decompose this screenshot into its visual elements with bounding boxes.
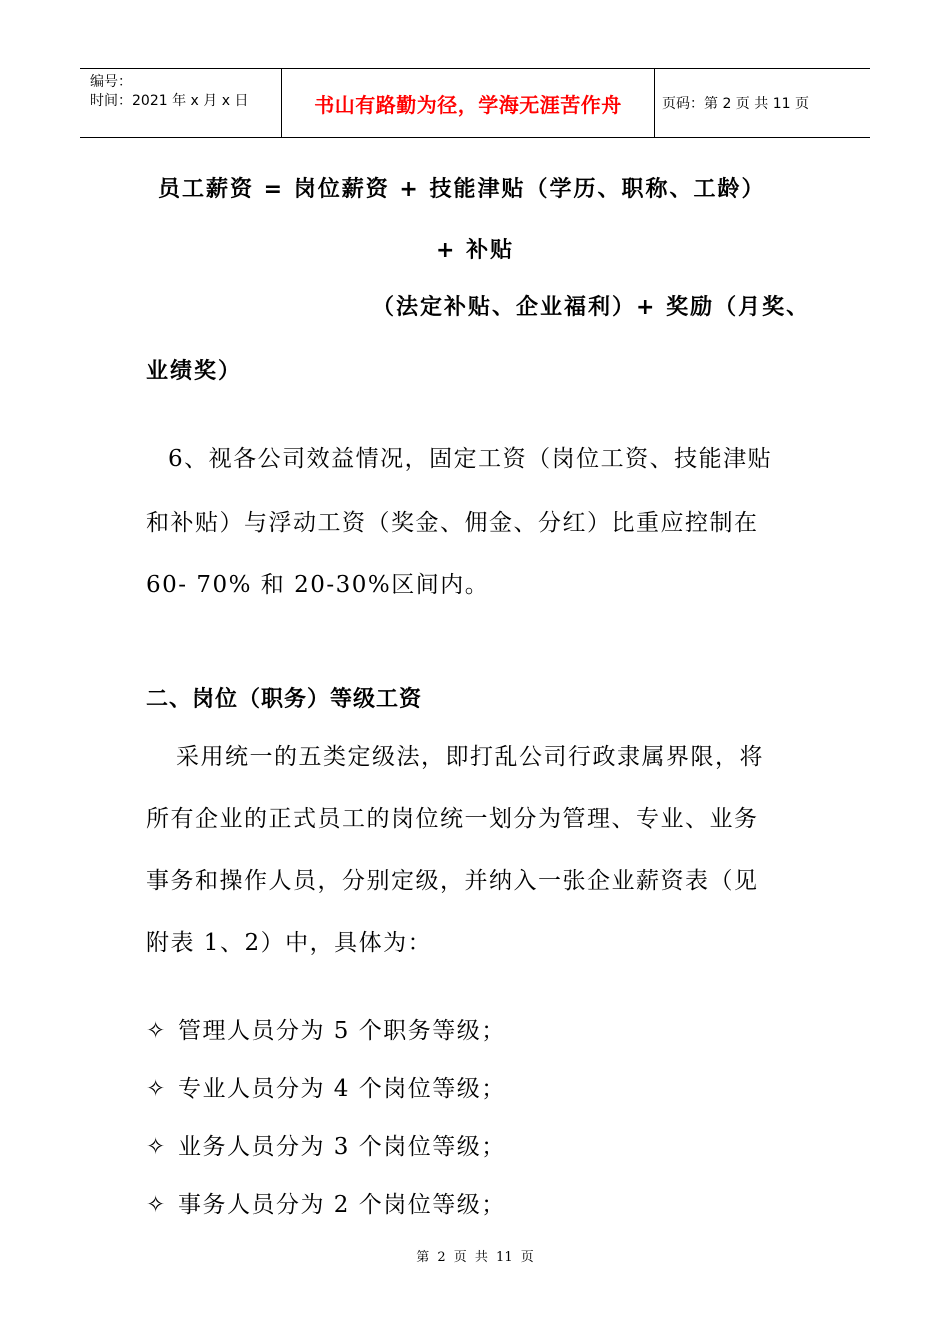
formula-line-2: + 补贴: [436, 238, 515, 263]
page-header: [80, 68, 870, 138]
section-2-heading: 二、岗位（职务）等级工资: [146, 687, 423, 712]
header-page-info: 页码：第 2 页 共 11 页: [662, 96, 809, 112]
formula-line-1: 员工薪资 = 岗位薪资 + 技能津贴（学历、职称、工龄）: [158, 177, 766, 202]
number-label: 编号：: [90, 74, 132, 90]
list-item: [146, 1186, 506, 1219]
list-item-text: 专业人员分为 4 个岗位等级；: [178, 1076, 506, 1102]
section-2-line-2: 所有企业的正式员工的岗位统一划分为管理、专业、业务: [146, 806, 759, 832]
list-item-text: 事务人员分为 2 个岗位等级；: [178, 1192, 506, 1218]
section-2-line-4: 附表 1、2）中，具体为：: [146, 930, 433, 956]
formula-line-3: （法定补贴、企业福利）+ 奖励（月奖、: [372, 295, 811, 320]
page-footer: 第 2 页 共 11 页: [416, 1250, 534, 1265]
formula-line-4: 业绩奖）: [146, 359, 243, 384]
list-item: [146, 1128, 506, 1161]
time-label: 时间：2021 年 x 月 x 日: [90, 93, 249, 109]
section-2-line-1: 采用统一的五类定级法，即打乱公司行政隶属界限，将: [176, 744, 764, 770]
header-meta: [90, 73, 248, 111]
paragraph-6-line-1: 6、视各公司效益情况，固定工资（岗位工资、技能津贴: [168, 446, 773, 472]
paragraph-6-line-3: 60- 70% 和 20-30%区间内。: [146, 572, 490, 598]
list-item: [146, 1070, 506, 1103]
header-motto: 书山有路勤为径，学海无涯苦作舟: [314, 92, 622, 117]
section-2-line-3: 事务和操作人员，分别定级，并纳入一张企业薪资表（见: [146, 868, 759, 894]
list-item-text: 管理人员分为 5 个职务等级；: [178, 1018, 506, 1044]
list-item: [146, 1012, 506, 1045]
diamond-bullet-icon: ✧: [146, 1018, 167, 1044]
list-item-text: 业务人员分为 3 个岗位等级；: [178, 1134, 506, 1160]
diamond-bullet-icon: ✧: [146, 1076, 167, 1102]
diamond-bullet-icon: ✧: [146, 1192, 167, 1218]
header-divider: [654, 69, 655, 137]
diamond-bullet-icon: ✧: [146, 1134, 167, 1160]
paragraph-6-line-2: 和补贴）与浮动工资（奖金、佣金、分红）比重应控制在: [146, 510, 759, 536]
